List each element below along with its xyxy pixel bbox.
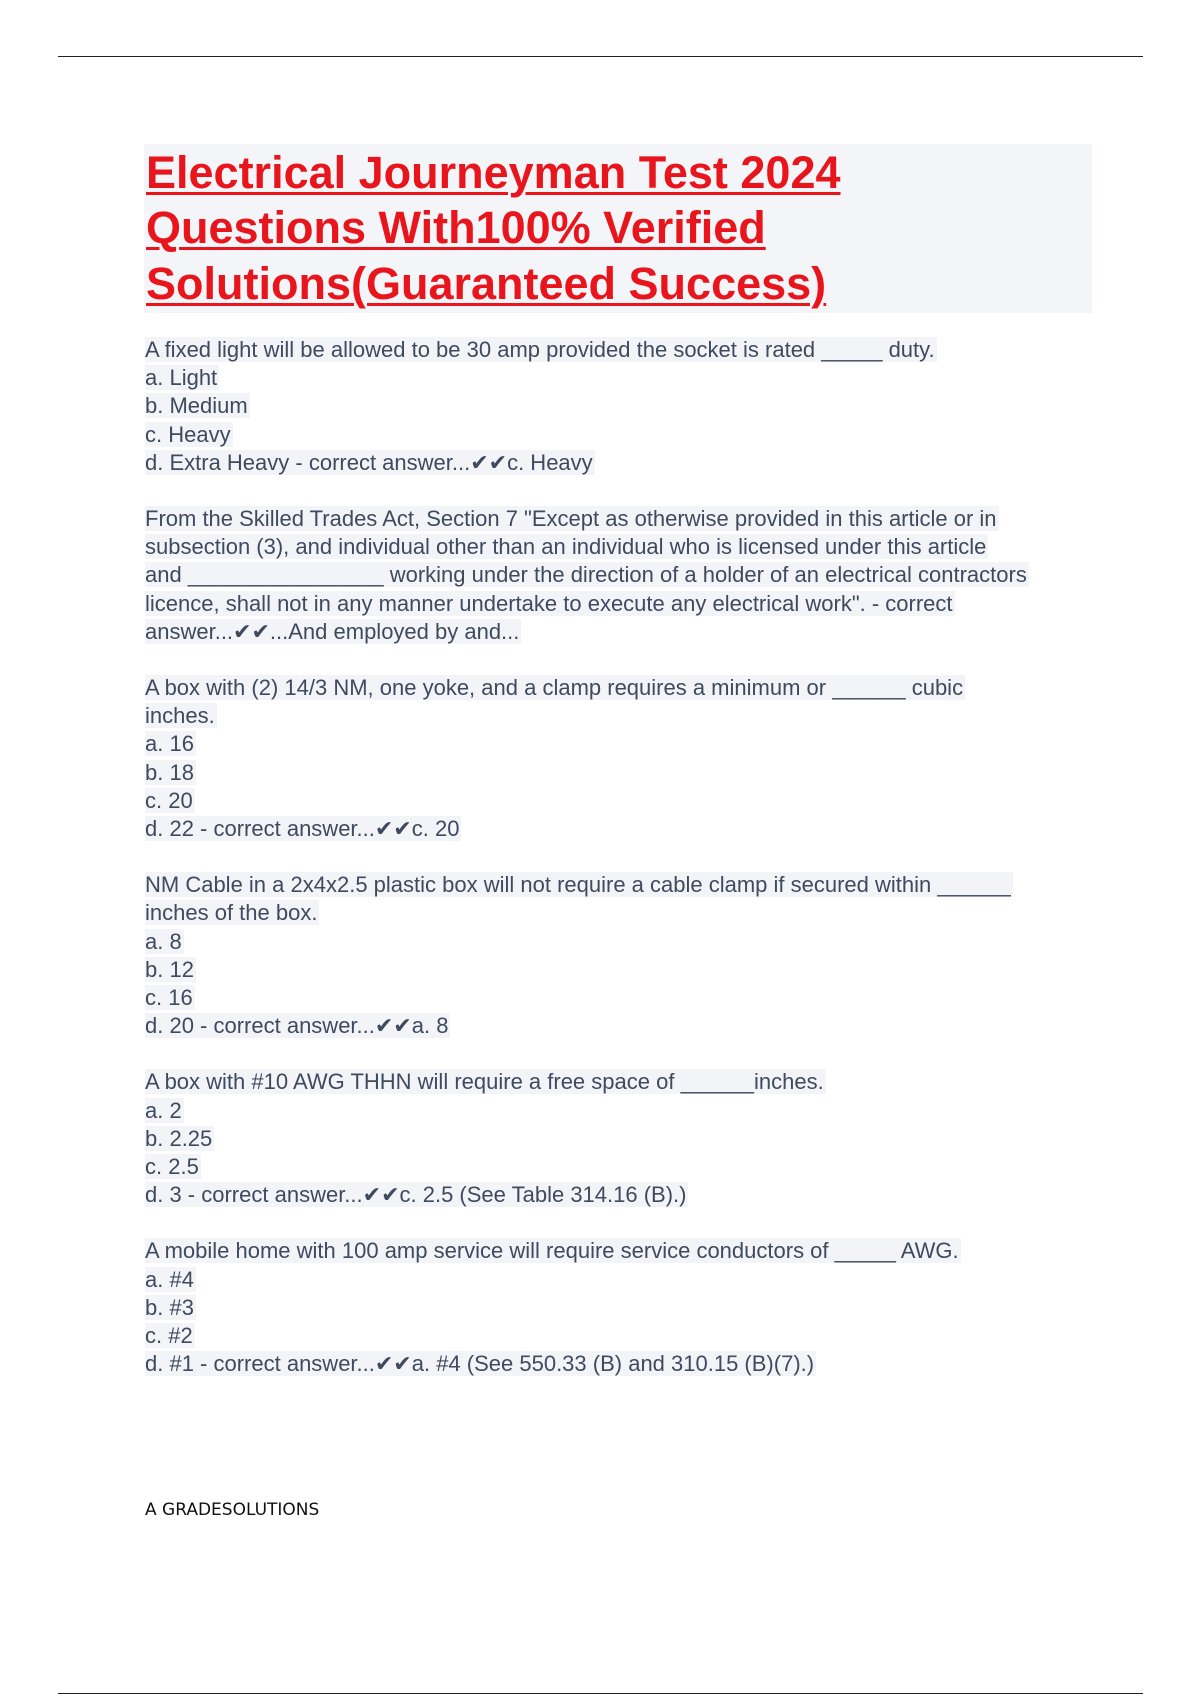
answer-option: a. 2 <box>145 1097 182 1123</box>
footer-text: A GRADESOLUTIONS <box>145 1500 320 1520</box>
answer-option: a. #4 <box>145 1266 194 1292</box>
answer-option-with-correct-answer: d. 3 - correct answer...✔✔c. 2.5 (See Table 314.16 (B).) <box>145 1182 687 1208</box>
question-text: A fixed light will be allowed to be 30 amp provided the socket is rated _____ duty. <box>145 337 935 362</box>
answer-option: c. Heavy <box>145 421 231 447</box>
answer-option: a. 16 <box>145 731 194 757</box>
answer-option-with-correct-answer: d. Extra Heavy - correct answer...✔✔c. Heavy <box>145 449 593 475</box>
question-text: A mobile home with 100 amp service will require service conductors of _____ AWG. <box>145 1238 959 1264</box>
answer-option: b. 18 <box>145 759 194 785</box>
question-block <box>145 674 1095 843</box>
question-block <box>145 505 1095 646</box>
answer-option-with-correct-answer: d. 20 - correct answer...✔✔a. 8 <box>145 1013 449 1039</box>
question-text: subsection (3), and individual other than an individual who is licensed under this article <box>145 534 987 560</box>
title-line-2: Questions With100% Verified <box>146 202 766 253</box>
answer-option: a. 8 <box>145 928 182 954</box>
footer-rule <box>58 1693 1143 1694</box>
answer-option-with-correct-answer: d. 22 - correct answer...✔✔c. 20 <box>145 816 460 842</box>
question-text: and ________________ working under the direction of a holder of an electrical contractors <box>145 562 1027 588</box>
answer-option: c. 2.5 <box>145 1154 199 1180</box>
answer-option: a. Light <box>145 365 218 391</box>
answer-option: b. #3 <box>145 1294 194 1320</box>
question-text: A box with #10 AWG THHN will require a free space of ______inches. <box>145 1069 824 1095</box>
answer-option: c. 16 <box>145 985 193 1011</box>
question-text: NM Cable in a 2x4x2.5 plastic box will not require a cable clamp if secured within ______ <box>145 872 1011 898</box>
question-text: licence, shall not in any manner undertake to execute any electrical work". - correct <box>145 590 953 616</box>
answer-option: c. #2 <box>145 1323 193 1349</box>
question-text: From the Skilled Trades Act, Section 7 "Except as otherwise provided in this article or in <box>145 506 997 532</box>
correct-answer: answer...✔✔...And employed by and... <box>145 618 520 644</box>
title-line-1: Electrical Journeyman Test 2024 <box>146 147 841 198</box>
question-block <box>145 871 1095 1040</box>
question-block <box>145 1068 1095 1209</box>
question-list <box>145 336 1095 1407</box>
question-block <box>145 1237 1095 1378</box>
answer-option: c. 20 <box>145 787 193 813</box>
answer-option: b. 12 <box>145 956 194 982</box>
question-text: inches of the box. <box>145 900 318 926</box>
answer-option: b. 2.25 <box>145 1125 213 1151</box>
question-block <box>145 336 1095 477</box>
question-text: A box with (2) 14/3 NM, one yoke, and a clamp requires a minimum or ______ cubic <box>145 675 964 701</box>
answer-option-with-correct-answer: d. #1 - correct answer...✔✔a. #4 (See 550.33 (B) and 310.15 (B)(7).) <box>145 1351 815 1377</box>
question-text: inches. <box>145 703 215 729</box>
header-rule <box>58 56 1143 57</box>
title-line-3: Solutions(Guaranteed Success) <box>146 258 827 309</box>
answer-option: b. Medium <box>145 393 248 419</box>
document-title <box>144 144 1092 313</box>
